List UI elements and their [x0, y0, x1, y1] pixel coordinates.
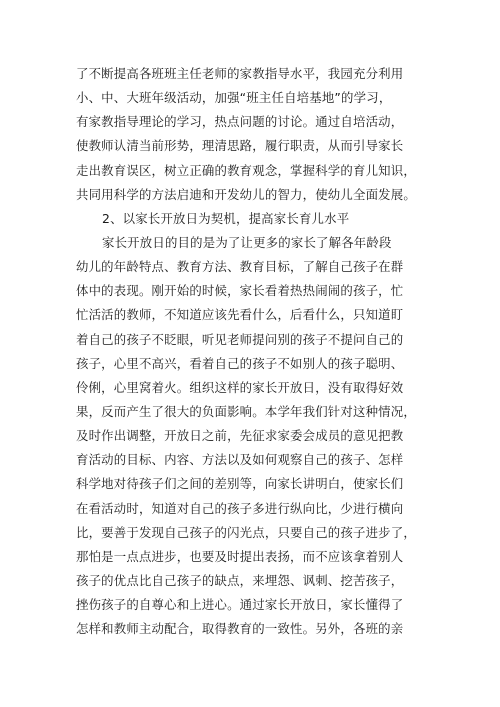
text-line: 怎样和教师主动配合，取得教育的一致性。另外，各班的亲 [76, 621, 404, 637]
text-line: 挫伤孩子的自尊心和上进心。通过家长开放日，家长懂得了 [76, 597, 404, 613]
text-line: 幼儿的年龄特点、教育方法、教育目标，了解自己孩子在群 [76, 259, 404, 275]
text-line: 果，反而产生了很大的负面影响。本学年我们针对这种情况， [76, 403, 416, 419]
text-line: 伶俐，心里窝着火。组织这样的家长开放日，没有取得好效 [76, 379, 404, 395]
text-line: 在看活动时，知道对自己的孩子多进行纵向比，少进行横向 [76, 500, 404, 516]
text-line: 共同用科学的方法启迪和开发幼儿的智力，使幼儿全面发展。 [76, 186, 416, 202]
document-body [76, 62, 432, 641]
text-line: 及时作出调整，开放日之前，先征求家委会成员的意见把教 [76, 428, 404, 444]
text-line: 孩子，心里不高兴，看着自己的孩子不如别人的孩子聪明、 [76, 355, 404, 371]
text-line: 着自己的孩子不眨眼，听见老师提问别的孩子不提问自己的 [76, 331, 404, 347]
text-line: 那怕是一点点进步，也要及时提出表扬，而不应该拿着别人 [76, 548, 404, 564]
text-line: 体中的表现。刚开始的时候，家长看着热热闹闹的孩子，忙 [76, 283, 404, 299]
text-line: 家长开放日的目的是为了让更多的家长了解各年龄段 [102, 234, 392, 250]
text-line: 科学地对待孩子们之间的差别等，向家长讲明白，使家长们 [76, 476, 404, 492]
text-line: 忙活活的教师，不知道应该先看什么，后看什么，只知道盯 [76, 307, 404, 323]
text-line: 小、中、大班年级活动，加强“班主任自培基地”的学习， [76, 90, 392, 106]
text-line: 孩子的优点比自己孩子的缺点，来埋怨、讽刺、挖苦孩子， [76, 572, 404, 588]
text-line: 比，要善于发现自己孩子的闪光点，只要自己的孩子进步了， [76, 524, 416, 540]
text-line: 有家教指导理论的学习，热点问题的讨论。通过自培活动， [76, 114, 404, 130]
text-line: 使教师认清当前形势，理清思路，履行职责，从而引导家长 [76, 138, 404, 154]
text-line: 走出教育误区，树立正确的教育观念，掌握科学的育儿知识， [76, 162, 416, 178]
text-line: 了不断提高各班班主任老师的家教指导水平，我园充分利用 [76, 66, 404, 81]
text-line: 育活动的目标、内容、方法以及如何观察自己的孩子、怎样 [76, 452, 404, 468]
section-heading: 2、以家长开放日为契机，提高家长育儿水平 [102, 210, 350, 226]
